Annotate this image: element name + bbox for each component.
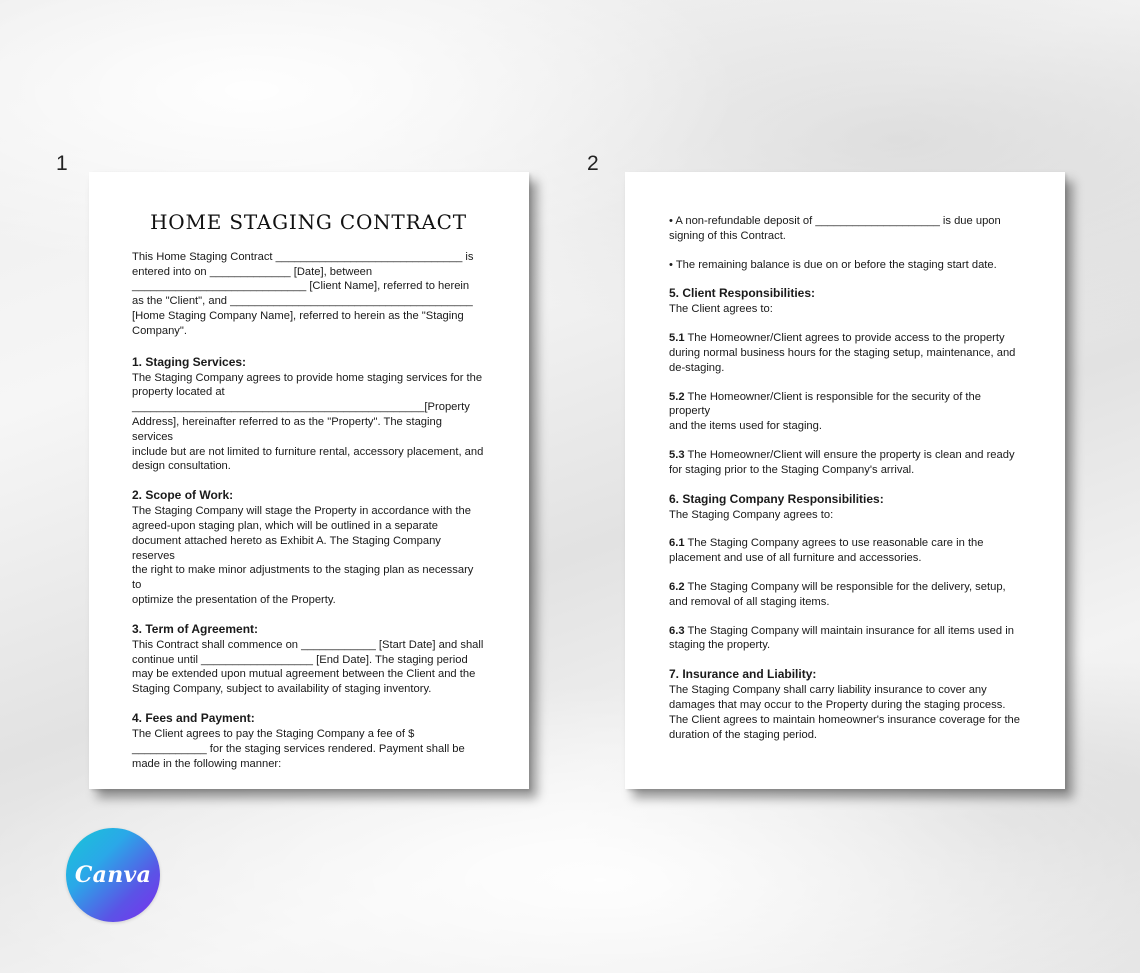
text-line: [Home Staging Company Name], referred to herein as the "Staging <box>132 309 464 322</box>
text-line: and removal of all staging items. <box>669 595 830 608</box>
section-heading: 6. Staging Company Responsibilities: <box>669 491 884 506</box>
text-line: ____________________________ [Client Name], referred to herein <box>132 280 470 293</box>
clause-text: The Staging Company agrees to use reasonable care in the <box>684 537 984 550</box>
section-heading: 2. Scope of Work: <box>132 488 234 503</box>
text-line: Company". <box>132 324 187 337</box>
text-line: include but are not limited to furniture rental, accessory placement, and <box>132 445 484 458</box>
text-line: The Staging Company shall carry liability insurance to cover any <box>669 684 987 697</box>
section-intro: The Client agrees to: <box>669 303 773 316</box>
text-line: the right to make minor adjustments to the staging plan as necessary to <box>132 564 474 592</box>
clause-5-2 <box>669 390 1025 420</box>
text-line: entered into on _____________ [Date], between <box>132 265 373 278</box>
section-insurance-and-liability <box>669 667 1025 742</box>
section-intro: The Staging Company agrees to: <box>669 508 834 521</box>
text-line: optimize the presentation of the Property. <box>132 593 336 606</box>
text-line: duration of the staging period. <box>669 728 818 741</box>
text-line: for staging prior to the Staging Company's arrival. <box>669 463 915 476</box>
section-heading: 5. Client Responsibilities: <box>669 286 816 301</box>
document-title: HOME STAGING CONTRACT <box>150 210 467 234</box>
text-line: document attached hereto as Exhibit A. The Staging Company reserves <box>132 534 441 562</box>
section-heading: 4. Fees and Payment: <box>132 710 255 725</box>
text-line: staging the property. <box>669 639 771 652</box>
text-line: and the items used for staging. <box>669 420 822 433</box>
text-line: damages that may occur to the Property during the staging process. <box>669 698 1006 711</box>
section-client-responsibilities <box>669 286 1025 477</box>
clause-number: 5.2 <box>669 390 685 403</box>
text-line: The Client agrees to pay the Staging Company a fee of $ <box>132 727 415 740</box>
clause-text: The Homeowner/Client will ensure the property is clean and ready <box>684 448 1015 461</box>
canva-logo <box>66 828 160 922</box>
text-line: continue until __________________ [End Date]. The staging period <box>132 653 468 666</box>
section-fees-and-payment <box>132 711 485 771</box>
clause-6-1 <box>669 536 1025 551</box>
clause-number: 6.1 <box>669 537 685 550</box>
text-line: This Contract shall commence on ____________ [Start Date] and shall <box>132 638 484 651</box>
section-scope-of-work <box>132 488 485 608</box>
clause-6-3 <box>669 624 1025 639</box>
section-staging-services <box>132 355 485 475</box>
text-line: The Staging Company agrees to provide home staging services for the <box>132 371 483 384</box>
intro-paragraph <box>132 250 485 339</box>
clause-5-1 <box>669 331 1025 346</box>
text-line: Address], hereinafter referred to as the "Property". The staging services <box>132 415 442 443</box>
text-line: _______________________________________________[Property <box>132 401 470 414</box>
clause-5-3 <box>669 448 1025 463</box>
text-line: The Client agrees to maintain homeowner's insurance coverage for the <box>669 713 1021 726</box>
page-number-1: 1 <box>56 152 68 175</box>
bullet-deposit <box>669 214 1025 244</box>
text-line: property located at <box>132 386 225 399</box>
section-heading: 3. Term of Agreement: <box>132 621 259 636</box>
clause-text: The Staging Company will maintain insurance for all items used in <box>684 624 1014 637</box>
text-line: may be extended upon mutual agreement between the Client and the <box>132 668 476 681</box>
text-line: as the "Client", and _______________________________________ <box>132 295 473 308</box>
clause-6-2 <box>669 580 1025 595</box>
canva-logo-text: Canva <box>74 862 152 888</box>
text-line: ____________ for the staging services rendered. Payment shall be <box>132 742 465 755</box>
text-line: made in the following manner: <box>132 757 282 770</box>
text-line: agreed-upon staging plan, which will be outlined in a separate <box>132 519 438 532</box>
text-line: signing of this Contract. <box>669 229 786 242</box>
document-page-1 <box>89 172 529 789</box>
text-line: The Staging Company will stage the Property in accordance with the <box>132 505 471 518</box>
section-term-of-agreement <box>132 622 485 697</box>
text-line: This Home Staging Contract ______________________________ is <box>132 250 474 263</box>
text-line: • The remaining balance is due on or before the staging start date. <box>669 258 997 271</box>
text-line: • A non-refundable deposit of ____________________ is due upon <box>669 215 1001 227</box>
section-heading: 1. Staging Services: <box>132 354 247 369</box>
clause-text: The Homeowner/Client agrees to provide access to the property <box>684 332 1005 345</box>
text-line: Staging Company, subject to availability of staging inventory. <box>132 683 432 696</box>
section-staging-company-responsibilities <box>669 492 1025 654</box>
text-line: design consultation. <box>132 460 231 473</box>
text-line: de-staging. <box>669 361 725 374</box>
clause-number: 6.2 <box>669 580 685 593</box>
document-page-2 <box>625 172 1065 789</box>
clause-number: 5.1 <box>669 332 685 345</box>
clause-number: 6.3 <box>669 624 685 637</box>
page-number-2: 2 <box>587 152 599 175</box>
text-line: placement and use of all furniture and accessories. <box>669 552 922 565</box>
section-heading: 7. Insurance and Liability: <box>669 667 817 682</box>
bullet-remaining-balance <box>669 258 1025 273</box>
clause-text: The Staging Company will be responsible for the delivery, setup, <box>684 580 1006 593</box>
clause-number: 5.3 <box>669 448 685 461</box>
text-line: during normal business hours for the staging setup, maintenance, and <box>669 346 1016 359</box>
clause-text: The Homeowner/Client is responsible for the security of the property <box>669 390 981 418</box>
